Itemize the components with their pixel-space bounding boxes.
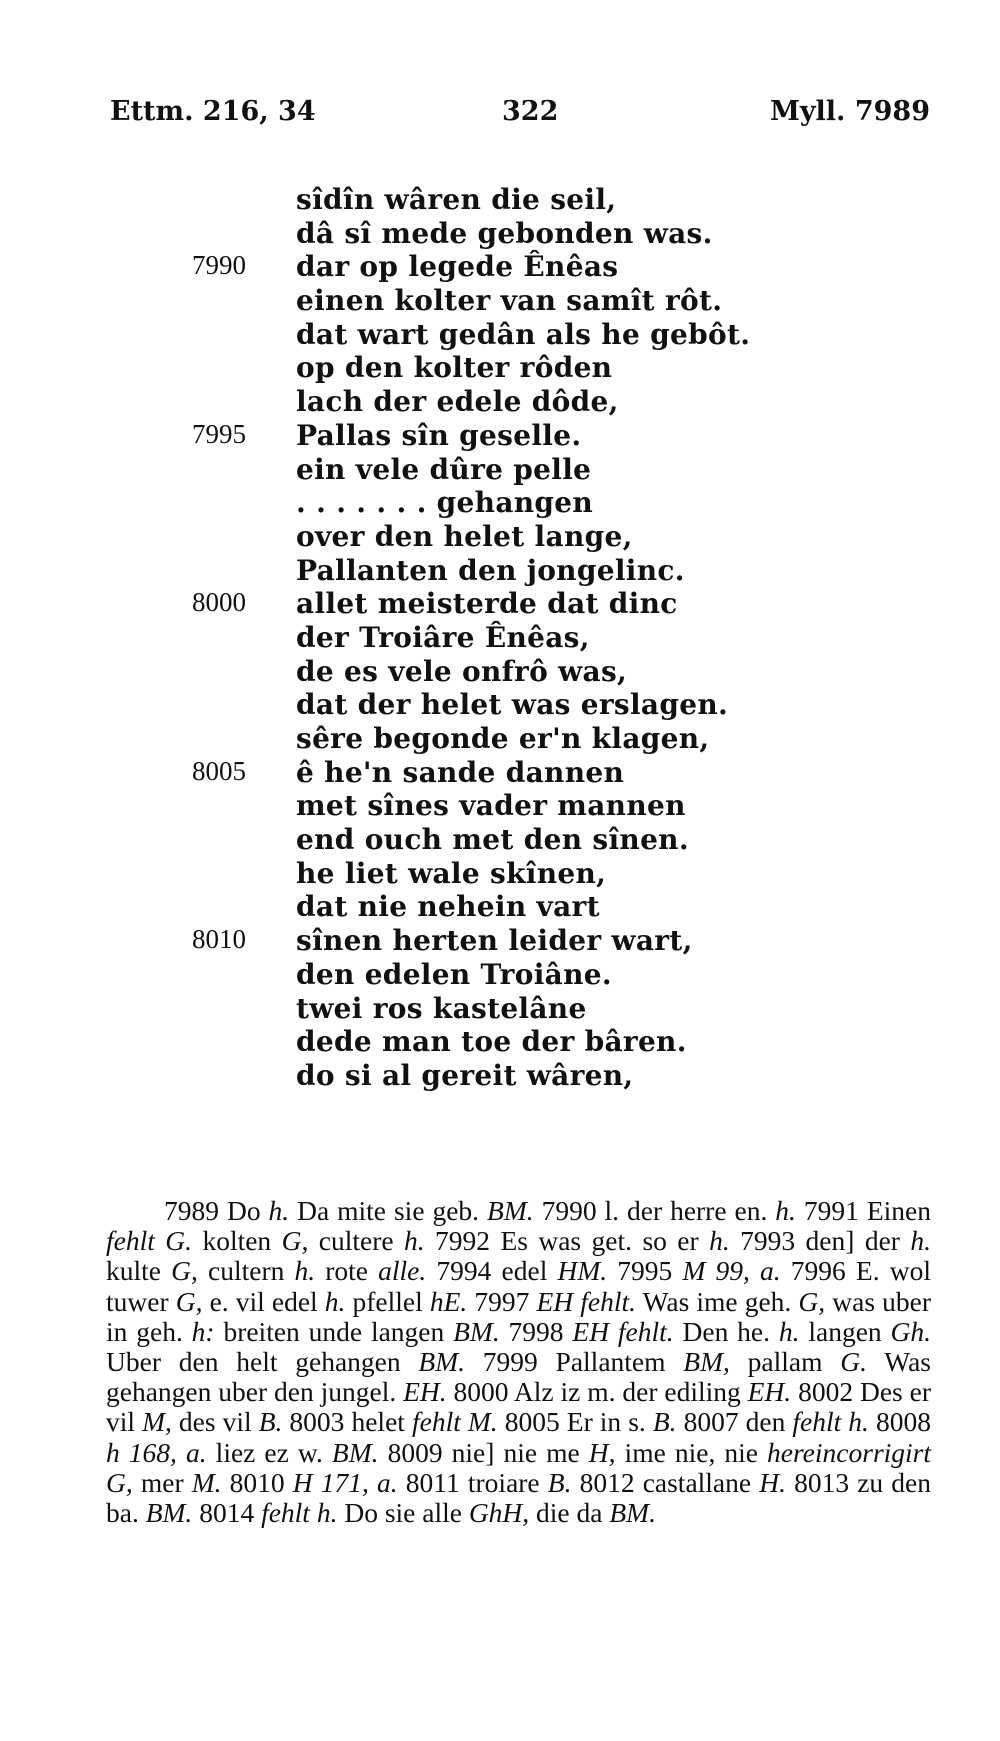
- apparatus-siglum: h.: [709, 1225, 730, 1257]
- apparatus-siglum: EH.: [403, 1376, 447, 1408]
- apparatus-siglum: M 99, a.: [682, 1255, 781, 1287]
- apparatus-siglum: fehlt G.: [106, 1225, 193, 1257]
- verse-line: [0, 958, 1000, 992]
- verse-text-line: dat der helet was erslagen.: [296, 688, 729, 722]
- apparatus-text: 8012 castallane: [571, 1466, 760, 1498]
- verse-text-line: met sînes vader mannen: [296, 789, 686, 823]
- verse-line: [0, 1025, 1000, 1059]
- apparatus-text: pallam: [729, 1346, 841, 1378]
- verse-line: [0, 722, 1000, 756]
- apparatus-siglum: fehlt h.: [792, 1406, 869, 1438]
- verse-text-line: den edelen Troiâne.: [296, 957, 612, 991]
- verse-line: [0, 453, 1000, 487]
- apparatus-text: 7999 Pallantem: [464, 1346, 684, 1378]
- apparatus-siglum: G,: [171, 1255, 198, 1287]
- apparatus-text: 8011 troiare: [397, 1466, 548, 1498]
- apparatus-siglum: GhH,: [468, 1497, 530, 1529]
- apparatus-text: Uber den helt gehangen: [106, 1346, 419, 1378]
- verse-line: [0, 486, 1000, 520]
- apparatus-text: des vil: [171, 1406, 259, 1438]
- apparatus-siglum: BM,: [683, 1346, 730, 1378]
- apparatus-text: 7995: [607, 1255, 683, 1287]
- apparatus-text: Den he.: [673, 1315, 779, 1347]
- verse-text-line: de es vele onfrô was,: [296, 654, 628, 688]
- running-head: [110, 96, 930, 136]
- apparatus-siglum: M,: [142, 1406, 172, 1438]
- apparatus-siglum: M.: [191, 1466, 222, 1498]
- apparatus-text: 8007 den: [676, 1406, 793, 1438]
- apparatus-siglum: H,: [588, 1436, 616, 1468]
- verse-text-line: sînen herten leider wart,: [296, 924, 693, 958]
- verse-text-line: . . . . . . . gehangen: [296, 486, 594, 520]
- critical-apparatus: [106, 1196, 931, 1528]
- apparatus-text: 7994 edel: [426, 1255, 558, 1287]
- verse-text-line: end ouch met den sînen.: [296, 823, 689, 857]
- apparatus-text: 8013 zu den ba.: [106, 1466, 931, 1529]
- verse-line: [0, 250, 1000, 284]
- apparatus-text: ime nie, nie: [615, 1436, 768, 1468]
- verse-text-line: he liet wale skînen,: [296, 856, 607, 890]
- verse-line: [0, 992, 1000, 1026]
- verse-text-line: Pallanten den jongelinc.: [296, 553, 685, 587]
- line-number: 8010: [192, 924, 246, 955]
- apparatus-text: Was gehangen uber den jungel.: [106, 1346, 931, 1408]
- apparatus-siglum: h:: [191, 1315, 215, 1347]
- apparatus-text: kulte: [106, 1255, 172, 1287]
- verse-line: [0, 217, 1000, 251]
- verse-line: [0, 621, 1000, 655]
- verse-line: [0, 318, 1000, 352]
- apparatus-siglum: BM.: [609, 1497, 656, 1529]
- verse-text-line: dâ sî mede gebonden was.: [296, 216, 713, 250]
- verse-text-line: der Troiâre Ênêas,: [296, 620, 590, 654]
- verse-line: [0, 655, 1000, 689]
- apparatus-text: Da mite sie geb.: [289, 1195, 488, 1226]
- verse-text: [0, 183, 1000, 1093]
- apparatus-siglum: BM.: [331, 1436, 379, 1468]
- header-right-reference: Myll. 7989: [769, 96, 930, 127]
- verse-line: [0, 823, 1000, 857]
- verse-text-line: sîdîn wâren die seil,: [296, 183, 617, 216]
- verse-text-line: dede man toe der bâren.: [296, 1025, 687, 1059]
- apparatus-siglum: EH fehlt.: [572, 1315, 674, 1347]
- apparatus-siglum: h.: [268, 1195, 290, 1226]
- apparatus-siglum: BM.: [418, 1346, 465, 1378]
- header-left-reference: Ettm. 216, 34: [110, 96, 316, 127]
- apparatus-text: 8000 Alz iz m. der ediling: [446, 1376, 748, 1408]
- apparatus-text: breiten unde langen: [214, 1315, 454, 1347]
- apparatus-siglum: B.: [652, 1406, 677, 1438]
- apparatus-siglum: H.: [759, 1466, 786, 1498]
- apparatus-text: 7989 Do: [164, 1195, 269, 1226]
- line-number: 7995: [192, 418, 246, 449]
- verse-text-line: dat nie nehein vart: [296, 890, 600, 924]
- verse-text-line: dat wart gedân als he gebôt.: [296, 317, 751, 351]
- verse-text-line: Pallas sîn geselle.: [296, 418, 582, 452]
- verse-line: [0, 857, 1000, 891]
- apparatus-text: cultere: [308, 1225, 404, 1257]
- apparatus-siglum: EH.: [747, 1376, 792, 1408]
- apparatus-siglum: h.: [294, 1255, 316, 1287]
- apparatus-paragraph: [106, 1196, 931, 1528]
- apparatus-text: cultern: [197, 1255, 295, 1287]
- apparatus-text: Was ime geh.: [636, 1285, 799, 1317]
- verse-line: [0, 183, 1000, 217]
- apparatus-text: liez ez w.: [206, 1436, 332, 1468]
- verse-text-line: do si al gereit wâren,: [296, 1058, 634, 1092]
- apparatus-text: 8009 nie] nie me: [378, 1436, 589, 1468]
- apparatus-siglum: h.: [404, 1225, 425, 1257]
- line-number: 8000: [192, 587, 246, 618]
- apparatus-siglum: G,: [175, 1285, 203, 1317]
- apparatus-siglum: G,: [281, 1225, 309, 1257]
- verse-text-line: ê he'n sande dannen: [296, 755, 625, 789]
- apparatus-siglum: H 171, a.: [292, 1466, 398, 1498]
- verse-line: [0, 587, 1000, 621]
- apparatus-text: 7998: [499, 1315, 573, 1347]
- apparatus-siglum: h.: [775, 1195, 796, 1226]
- apparatus-siglum: fehlt M.: [411, 1406, 498, 1438]
- apparatus-siglum: BM.: [487, 1195, 534, 1226]
- apparatus-siglum: EH fehlt.: [536, 1285, 637, 1317]
- apparatus-text: was uber in geh.: [106, 1285, 931, 1347]
- verse-line: [0, 284, 1000, 318]
- apparatus-siglum: h 168, a.: [106, 1436, 207, 1468]
- verse-line: [0, 385, 1000, 419]
- apparatus-text: 8002 Des er vil: [106, 1376, 931, 1438]
- line-number: 8005: [192, 755, 246, 786]
- verse-line: [0, 924, 1000, 958]
- apparatus-siglum: h.: [778, 1315, 800, 1347]
- verse-line: [0, 890, 1000, 924]
- apparatus-text: langen: [799, 1315, 891, 1347]
- verse-line: [0, 688, 1000, 722]
- apparatus-text: 7997: [467, 1285, 537, 1317]
- apparatus-text: 7990 l. der herre en.: [533, 1195, 776, 1226]
- apparatus-siglum: G.: [840, 1346, 868, 1378]
- apparatus-siglum: BM.: [453, 1315, 500, 1347]
- apparatus-siglum: HM.: [557, 1255, 608, 1287]
- verse-text-line: sêre begonde er'n klagen,: [296, 722, 710, 755]
- apparatus-siglum: fehlt h.: [261, 1497, 338, 1529]
- apparatus-text: 8010: [221, 1466, 293, 1498]
- apparatus-siglum: BM.: [145, 1497, 193, 1529]
- apparatus-siglum: G,: [798, 1285, 826, 1317]
- apparatus-text: 8005 Er in s.: [497, 1406, 653, 1438]
- apparatus-text: pfellel: [345, 1285, 430, 1317]
- verse-text-line: einen kolter van samît rôt.: [296, 284, 723, 318]
- apparatus-text: 7991 Einen: [795, 1195, 931, 1226]
- verse-text-line: dar op legede Ênêas: [296, 250, 619, 284]
- verse-text-line: lach der edele dôde,: [296, 385, 619, 419]
- apparatus-text: 8008: [868, 1406, 931, 1438]
- apparatus-text: 7996 E. wol tuwer: [106, 1255, 931, 1317]
- apparatus-text: 8014: [192, 1497, 262, 1529]
- apparatus-siglum: alle.: [378, 1255, 427, 1287]
- apparatus-siglum: h.: [910, 1225, 931, 1257]
- apparatus-text: die da: [529, 1497, 610, 1529]
- verse-line: [0, 419, 1000, 453]
- verse-text-line: ein vele dûre pelle: [296, 452, 592, 486]
- apparatus-siglum: B.: [258, 1406, 283, 1438]
- apparatus-text: 7993 den] der: [729, 1225, 911, 1257]
- verse-line: [0, 756, 1000, 790]
- verse-line: [0, 789, 1000, 823]
- line-number: 7990: [192, 250, 246, 281]
- apparatus-text: mer: [132, 1466, 192, 1498]
- apparatus-siglum: Gh.: [890, 1315, 931, 1347]
- verse-text-line: twei ros kastelâne: [296, 991, 587, 1025]
- apparatus-text: e. vil edel: [202, 1285, 325, 1317]
- apparatus-siglum: B.: [547, 1466, 572, 1498]
- apparatus-text: 8003 helet: [282, 1406, 412, 1438]
- apparatus-text: rote: [315, 1255, 379, 1287]
- apparatus-siglum: hereincorrigirt G,: [106, 1436, 932, 1498]
- apparatus-siglum: h.: [324, 1285, 346, 1317]
- verse-line: [0, 1059, 1000, 1093]
- verse-text-line: over den helet lange,: [296, 519, 633, 553]
- verse-line: [0, 554, 1000, 588]
- verse-line: [0, 351, 1000, 385]
- apparatus-siglum: hE.: [429, 1285, 468, 1317]
- verse-text-line: allet meisterde dat dinc: [296, 587, 678, 621]
- apparatus-text: 7992 Es was get. so er: [424, 1225, 710, 1257]
- page-number: 322: [502, 96, 559, 127]
- verse-text-line: op den kolter rôden: [296, 351, 613, 385]
- apparatus-text: kolten: [192, 1225, 282, 1257]
- apparatus-text: Do sie alle: [337, 1497, 469, 1529]
- verse-line: [0, 520, 1000, 554]
